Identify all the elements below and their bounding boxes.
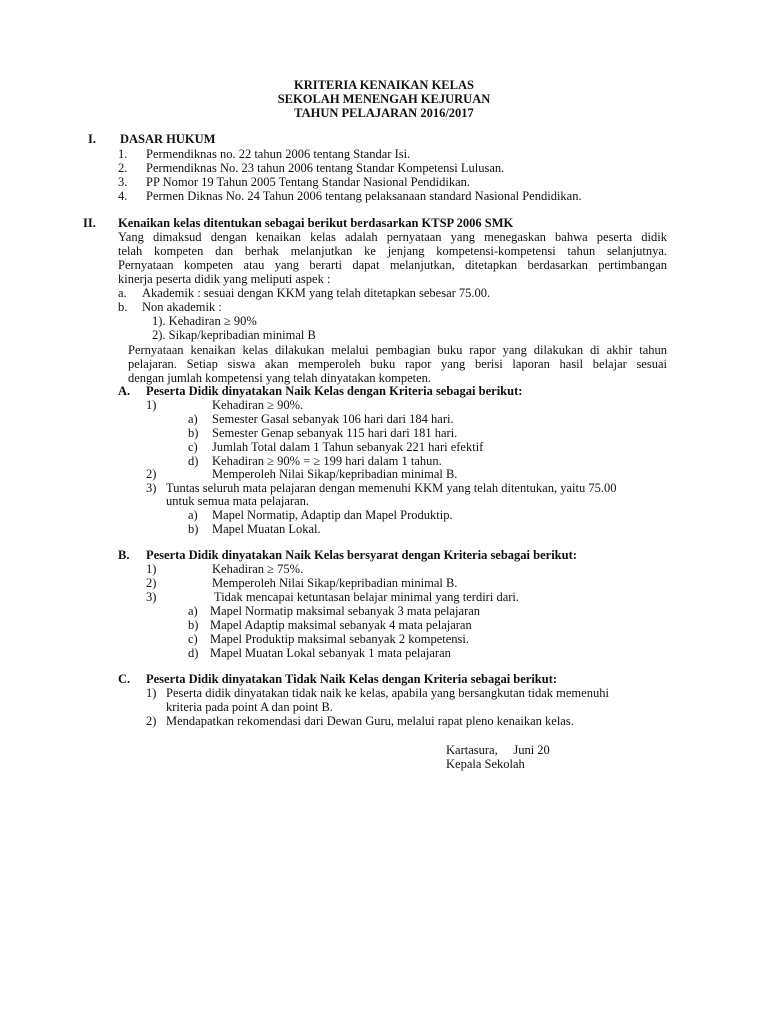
sectionB-sub-letter: a) <box>188 604 198 618</box>
sectionA-sub-letter: b) <box>188 426 199 440</box>
signature-place-date: Kartasura, Juni 20 <box>446 743 550 757</box>
section1-item-text: Permen Diknas No. 24 Tahun 2006 tentang pelaksanaan standard Nasional Pendidikan. <box>146 189 582 203</box>
aspect-b-letter: b. <box>118 300 128 314</box>
sectionC-item-num: 2) <box>146 714 157 728</box>
aspect-a-letter: a. <box>118 286 127 300</box>
signature-role: Kepala Sekolah <box>446 757 525 771</box>
sectionB-sub-text: Mapel Produktip maksimal sebanyak 2 kompetensi. <box>210 632 469 646</box>
sectionA-sub-text: Mapel Normatip, Adaptip dan Mapel Produktip. <box>212 508 453 522</box>
sectionA-sub-text: Jumlah Total dalam 1 Tahun sebanyak 221 hari efektif <box>212 440 484 454</box>
sectionA-sub-text: Kehadiran ≥ 90% = ≥ 199 hari dalam 1 tahun. <box>212 454 442 468</box>
sectionB-item-text: Memperoleh Nilai Sikap/kepribadian minimal B. <box>212 576 458 590</box>
sectionB-sub-letter: b) <box>188 618 199 632</box>
sectionB-sub-text: Mapel Adaptip maksimal sebanyak 4 mata pelajaran <box>210 618 472 632</box>
aspect-b-item: 1). Kehadiran ≥ 90% <box>152 314 257 328</box>
sectionA-sub-letter: d) <box>188 454 199 468</box>
section1-item-text: PP Nomor 19 Tahun 2005 Tentang Standar Nasional Pendidikan. <box>146 175 471 189</box>
aspect-b-item: 2). Sikap/kepribadian minimal B <box>152 328 316 342</box>
sectionB-item-num: 3) <box>146 590 157 604</box>
section1-item-text: Permendiknas no. 22 tahun 2006 tentang Standar Isi. <box>146 147 411 161</box>
sectionC-item-text-cont: kriteria pada point A dan point B. <box>166 700 333 714</box>
sectionB-sub-letter: c) <box>188 632 198 646</box>
sectionB-heading: Peserta Didik dinyatakan Naik Kelas bersyarat dengan Kriteria sebagai berikut: <box>146 548 577 562</box>
section2-para1-line: Pernyataan kompeten atau yang berarti dapat melanjutkan, ditetapkan berdasarkan pertimbangan <box>118 258 667 272</box>
section1-heading: DASAR HUKUM <box>120 132 216 146</box>
sectionA-letter: A. <box>118 384 131 398</box>
sectionC-heading: Peserta Didik dinyatakan Tidak Naik Kelas dengan Kriteria sebagai berikut: <box>146 672 558 686</box>
sectionB-item-num: 2) <box>146 576 157 590</box>
section1-item-num: 3. <box>118 175 128 189</box>
section2-para2-line: pelajaran. Setiap siswa akan memperoleh buku rapor yang berisi laporan hasil belajar sesuai <box>128 357 667 371</box>
sectionA-sub-text: Mapel Muatan Lokal. <box>212 522 321 536</box>
sectionA-sub-letter: b) <box>188 522 199 536</box>
sectionA-sub-text: Semester Gasal sebanyak 106 hari dari 184 hari. <box>212 412 454 426</box>
sectionC-item-text: Mendapatkan rekomendasi dari Dewan Guru, melalui rapat pleno kenaikan kelas. <box>166 714 574 728</box>
sectionB-sub-text: Mapel Muatan Lokal sebanyak 1 mata pelajaran <box>210 646 451 660</box>
sectionA-sub-letter: a) <box>188 508 198 522</box>
sectionB-sub-text: Mapel Normatip maksimal sebanyak 3 mata pelajaran <box>210 604 481 618</box>
section2-heading: Kenaikan kelas ditentukan sebagai berikut berdasarkan KTSP 2006 SMK <box>118 216 514 230</box>
section1-item-text: Permendiknas No. 23 tahun 2006 tentang Standar Kompetensi Lulusan. <box>146 161 505 175</box>
sectionA-sub-letter: c) <box>188 440 198 454</box>
document-title-line2: SEKOLAH MENENGAH KEJURUAN <box>277 92 491 106</box>
sectionA-heading: Peserta Didik dinyatakan Naik Kelas dengan Kriteria sebagai berikut: <box>146 384 523 398</box>
section2-para2-line: Pernyataan kenaikan kelas dilakukan melalui pembagian buku rapor yang dilakukan di akhir tahun <box>128 343 667 357</box>
aspect-b-text: Non akademik : <box>142 300 222 314</box>
section2-para2-line: dengan jumlah kompetensi yang telah dinyatakan kompeten. <box>128 371 432 385</box>
section1-numeral: I. <box>88 132 96 146</box>
sectionA-sub-letter: a) <box>188 412 198 426</box>
section1-item-num: 4. <box>118 189 128 203</box>
sectionB-item-text: Kehadiran ≥ 75%. <box>212 562 304 576</box>
sectionA-item-text: Tuntas seluruh mata pelajaran dengan memenuhi KKM yang telah ditentukan, yaitu 75.00 <box>166 481 617 495</box>
document-title-line1: KRITERIA KENAIKAN KELAS <box>294 78 474 92</box>
sectionA-item-text: Memperoleh Nilai Sikap/kepribadian minimal B. <box>212 467 458 481</box>
sectionB-item-num: 1) <box>146 562 157 576</box>
sectionB-letter: B. <box>118 548 130 562</box>
sectionB-sub-letter: d) <box>188 646 199 660</box>
section1-item-num: 1. <box>118 147 128 161</box>
section1-item-num: 2. <box>118 161 128 175</box>
sectionA-item-num: 3) <box>146 481 157 495</box>
aspect-a-text: Akademik : sesuai dengan KKM yang telah ditetapkan sebesar 75.00. <box>142 286 491 300</box>
section2-para1-line: Yang dimaksud dengan kenaikan kelas adalah pernyataan yang menegaskan bahwa peserta didik <box>118 230 667 244</box>
sectionA-item-num: 2) <box>146 467 157 481</box>
sectionC-item-text: Peserta didik dinyatakan tidak naik ke kelas, apabila yang bersangkutan tidak memenuhi <box>166 686 609 700</box>
section2-numeral: II. <box>83 216 96 230</box>
sectionA-item-text: Kehadiran ≥ 90%. <box>212 398 304 412</box>
sectionB-item-text: Tidak mencapai ketuntasan belajar minimal yang terdiri dari. <box>214 590 519 604</box>
sectionC-item-num: 1) <box>146 686 157 700</box>
sectionA-sub-text: Semester Genap sebanyak 115 hari dari 181 hari. <box>212 426 458 440</box>
sectionC-letter: C. <box>118 672 131 686</box>
document-title-line3: TAHUN PELAJARAN 2016/2017 <box>294 106 474 120</box>
section2-para1-line: telah kompeten dan berhak melanjutkan ke jenjang kompetensi-kompetensi tahun selanjutnya. <box>118 244 667 258</box>
sectionA-item-text-cont: untuk semua mata pelajaran. <box>166 494 309 508</box>
section2-para1-line: kinerja peserta didik yang meliputi aspek : <box>118 272 331 286</box>
sectionA-item-num: 1) <box>146 398 157 412</box>
